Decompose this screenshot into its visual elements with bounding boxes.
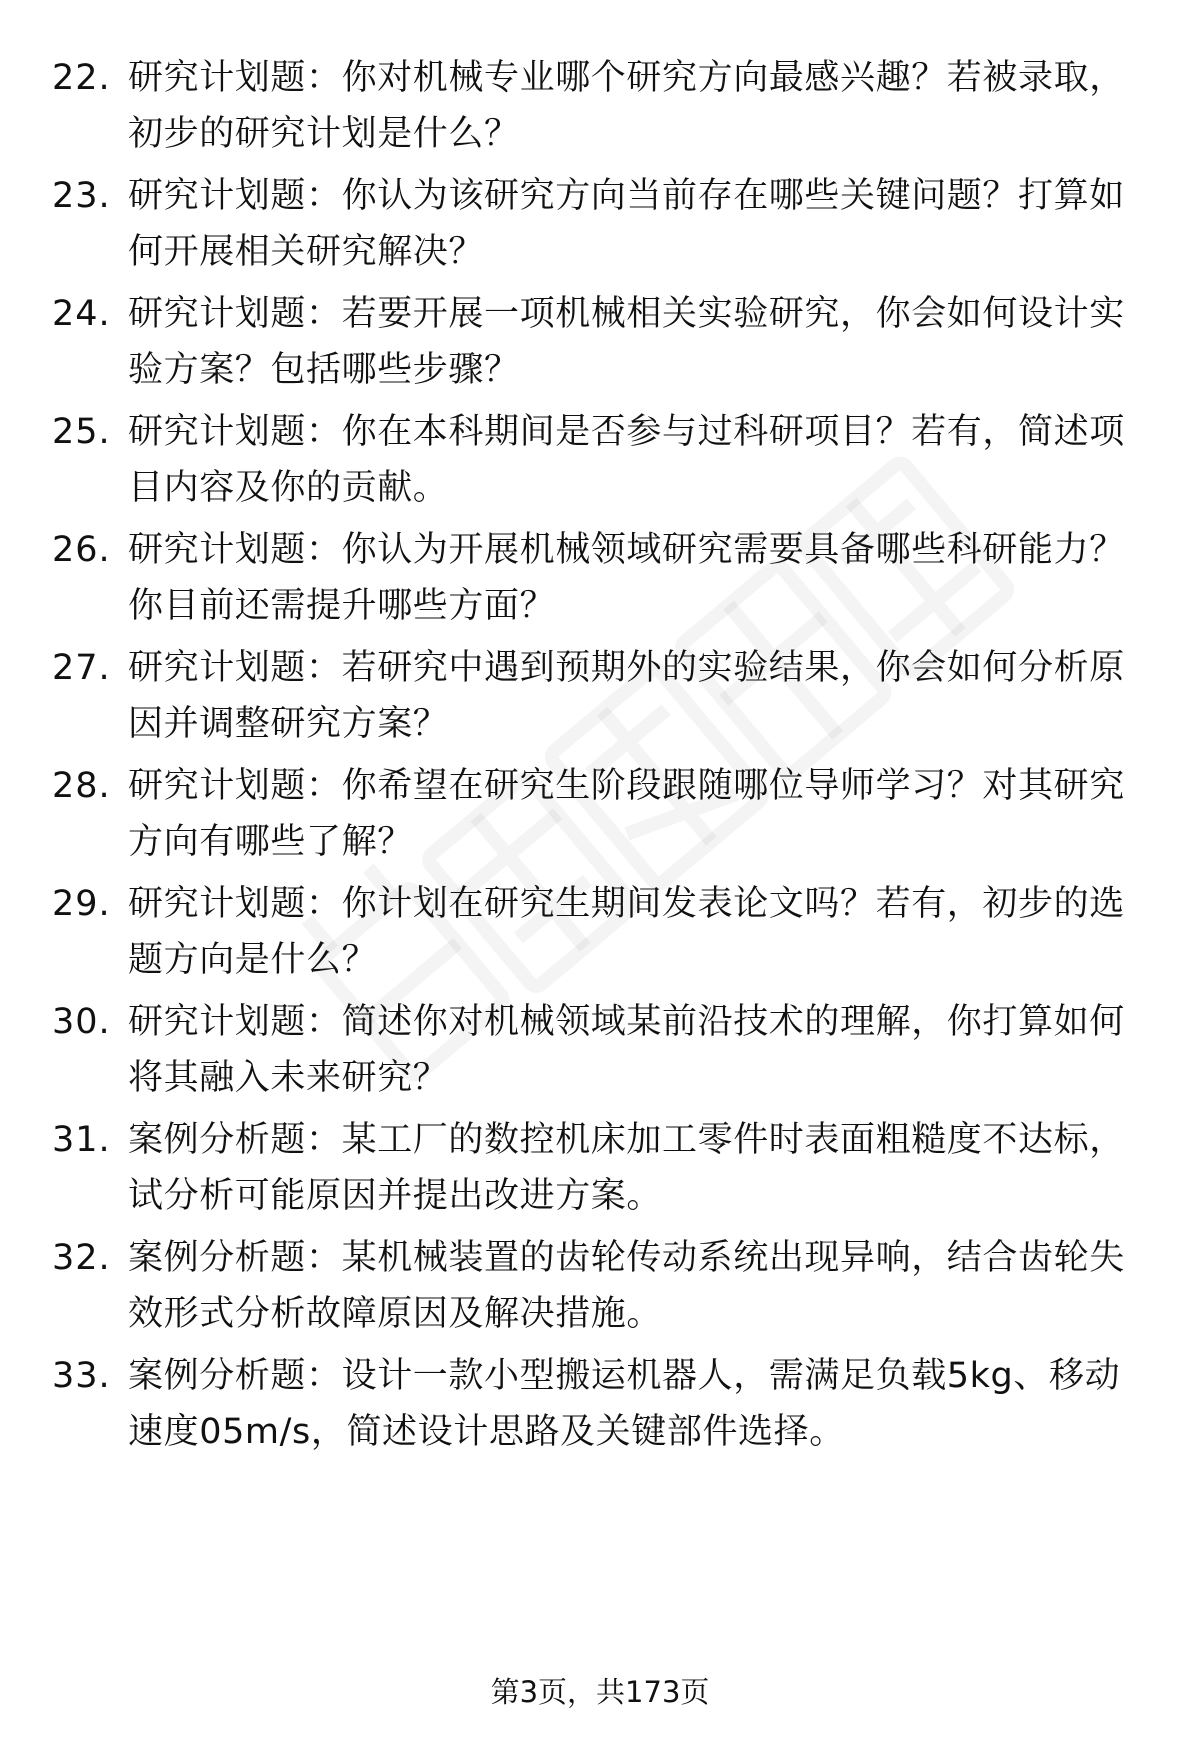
question-number: 33. bbox=[52, 1356, 111, 1396]
question-number: 29. bbox=[52, 884, 111, 924]
question-item-26 bbox=[0, 522, 1200, 634]
question-category: 研究计划题： bbox=[128, 648, 342, 688]
question-body: 你计划在研究生期间发表论文吗？若有，初步的选题方向是什么？ bbox=[128, 884, 1125, 980]
question-category: 研究计划题： bbox=[128, 58, 342, 98]
question-category: 研究计划题： bbox=[128, 530, 342, 570]
question-item-27 bbox=[0, 640, 1200, 752]
question-category: 案例分析题： bbox=[128, 1356, 342, 1396]
question-body: 你认为开展机械领域研究需要具备哪些科研能力？你目前还需提升哪些方面？ bbox=[128, 530, 1125, 626]
question-category: 研究计划题： bbox=[128, 766, 342, 806]
question-text bbox=[128, 1230, 1140, 1342]
question-text bbox=[128, 876, 1140, 988]
question-body: 某工厂的数控机床加工零件时表面粗糙度不达标，试分析可能原因并提出改进方案。 bbox=[128, 1120, 1125, 1216]
question-item-24 bbox=[0, 286, 1200, 398]
question-item-29 bbox=[0, 876, 1200, 988]
question-category: 研究计划题： bbox=[128, 294, 342, 334]
question-number: 32. bbox=[52, 1238, 111, 1278]
question-body: 你对机械专业哪个研究方向最感兴趣？若被录取，初步的研究计划是什么？ bbox=[128, 58, 1125, 154]
question-body: 设计一款小型搬运机器人，需满足负载5kg、移动速度05m/s，简述设计思路及关键部件选择。 bbox=[128, 1356, 1121, 1452]
question-text bbox=[128, 1348, 1140, 1460]
question-body: 你在本科期间是否参与过科研项目？若有，简述项目内容及你的贡献。 bbox=[128, 412, 1125, 508]
question-category: 案例分析题： bbox=[128, 1238, 342, 1278]
question-number: 24. bbox=[52, 294, 111, 334]
question-text bbox=[128, 168, 1140, 280]
question-item-31 bbox=[0, 1112, 1200, 1224]
question-number: 26. bbox=[52, 530, 111, 570]
question-category: 案例分析题： bbox=[128, 1120, 342, 1160]
question-text bbox=[128, 1112, 1140, 1224]
question-number: 25. bbox=[52, 412, 111, 452]
question-text bbox=[128, 994, 1140, 1106]
question-number: 27. bbox=[52, 648, 111, 688]
question-text bbox=[128, 50, 1140, 162]
question-category: 研究计划题： bbox=[128, 412, 342, 452]
question-text bbox=[128, 286, 1140, 398]
question-text bbox=[128, 404, 1140, 516]
question-body: 简述你对机械领域某前沿技术的理解，你打算如何将其融入未来研究？ bbox=[128, 1002, 1125, 1098]
question-item-23 bbox=[0, 168, 1200, 280]
question-item-28 bbox=[0, 758, 1200, 870]
question-number: 22. bbox=[52, 58, 111, 98]
question-item-30 bbox=[0, 994, 1200, 1106]
question-body: 若要开展一项机械相关实验研究，你会如何设计实验方案？包括哪些步骤？ bbox=[128, 294, 1125, 390]
question-number: 30. bbox=[52, 1002, 111, 1042]
question-item-32 bbox=[0, 1230, 1200, 1342]
question-category: 研究计划题： bbox=[128, 1002, 342, 1042]
question-text bbox=[128, 758, 1140, 870]
page-number-footer: 第3页，共173页 bbox=[490, 1675, 710, 1709]
question-body: 你认为该研究方向当前存在哪些关键问题？打算如何开展相关研究解决？ bbox=[128, 176, 1125, 272]
question-body: 某机械装置的齿轮传动系统出现异响，结合齿轮失效形式分析故障原因及解决措施。 bbox=[128, 1238, 1125, 1334]
question-number: 31. bbox=[52, 1120, 111, 1160]
question-number: 23. bbox=[52, 176, 111, 216]
question-number: 28. bbox=[52, 766, 111, 806]
question-category: 研究计划题： bbox=[128, 884, 342, 924]
question-body: 若研究中遇到预期外的实验结果，你会如何分析原因并调整研究方案？ bbox=[128, 648, 1125, 744]
question-text bbox=[128, 640, 1140, 752]
question-text bbox=[128, 522, 1140, 634]
question-item-25 bbox=[0, 404, 1200, 516]
question-body: 你希望在研究生阶段跟随哪位导师学习？对其研究方向有哪些了解？ bbox=[128, 766, 1125, 862]
question-item-33 bbox=[0, 1348, 1200, 1460]
question-category: 研究计划题： bbox=[128, 176, 342, 216]
question-item-22 bbox=[0, 50, 1200, 162]
